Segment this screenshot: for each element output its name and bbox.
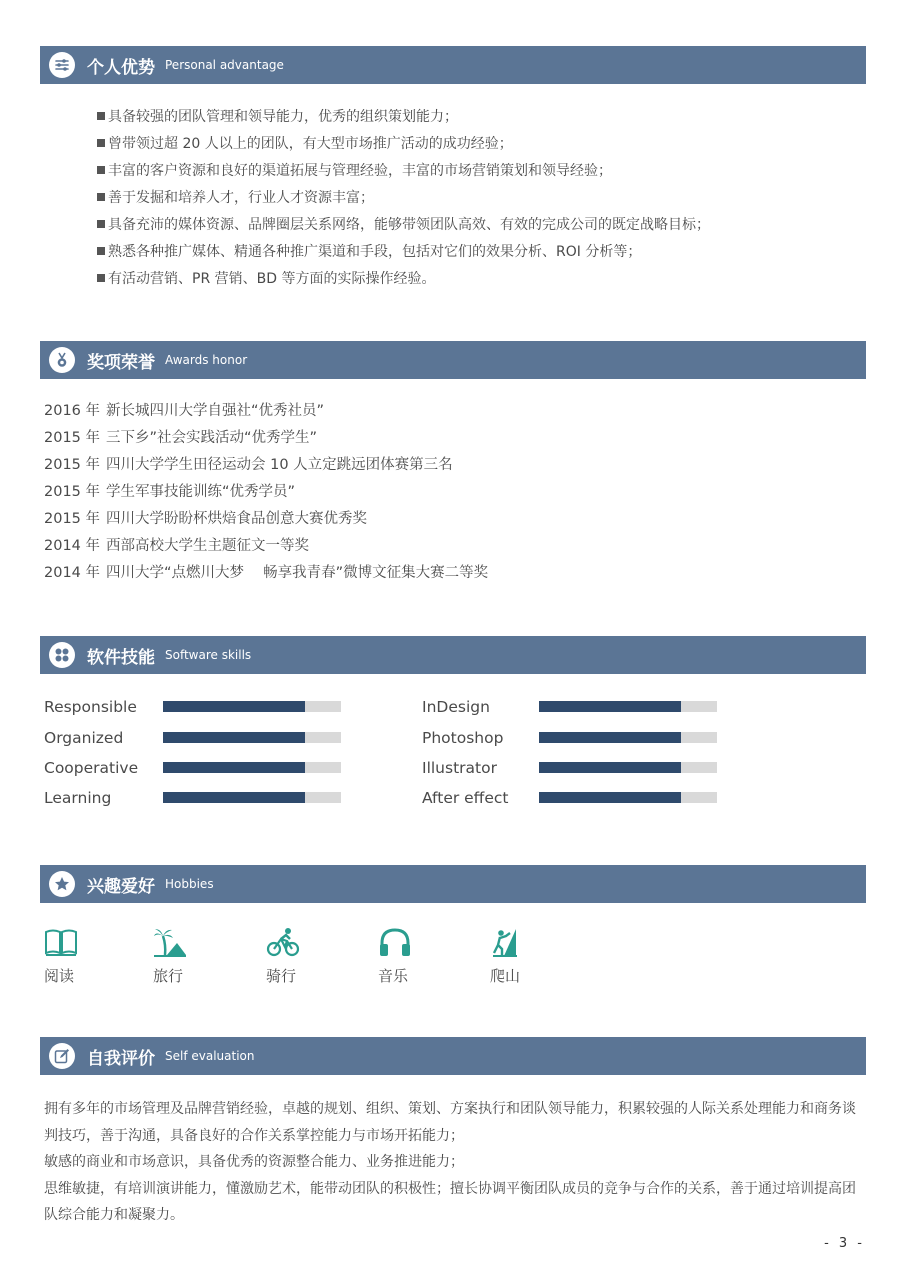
skill-label: Cooperative (44, 759, 139, 777)
evaluation-text (44, 1096, 866, 1229)
awards-list (44, 398, 488, 587)
award-item: 2015 年 学生军事技能训练“优秀学员” (44, 484, 296, 500)
section-title: 兴趣爱好 (87, 876, 155, 897)
hobby-label: 旅行 (153, 967, 184, 985)
bullet-icon (97, 274, 105, 282)
award-item: 2015 年 三下乡”社会实践活动“优秀学生” (44, 430, 318, 446)
award-item: 2014 年 西部高校大学生主题征文一等奖 (44, 538, 310, 554)
skill-label: InDesign (422, 698, 490, 716)
bullet-icon (97, 247, 105, 255)
bullet-icon (97, 193, 105, 201)
section-title: 奖项荣誉 (87, 352, 155, 373)
hobby-item (266, 927, 326, 986)
hobby-item (153, 927, 213, 986)
skill-bar-fill (539, 701, 681, 712)
list-item: 有活动营销、PR 营销、BD 等方面的实际操作经验。 (97, 266, 710, 293)
skill-bar (539, 701, 717, 712)
advantage-list (97, 104, 710, 293)
list-item: 善于发掘和培养人才，行业人才资源丰富； (97, 185, 710, 212)
skill-bar (163, 762, 341, 773)
palm-tree-icon (153, 927, 213, 957)
section-subtitle: Hobbies (165, 877, 214, 891)
list-item: 具备较强的团队管理和领导能力，优秀的组织策划能力； (97, 104, 710, 131)
section-title: 自我评价 (87, 1048, 155, 1069)
bullet-icon (97, 112, 105, 120)
star-icon (49, 871, 75, 897)
section-title: 软件技能 (87, 647, 155, 668)
skill-bar (163, 792, 341, 803)
section-subtitle: Software skills (165, 648, 252, 662)
skill-bar-fill (539, 732, 681, 743)
section-title: 个人优势 (87, 57, 155, 78)
list-item: 熟悉各种推广媒体、精通各种推广渠道和手段，包括对它们的效果分析、ROI 分析等； (97, 239, 710, 266)
bullet-icon (97, 166, 105, 174)
section-header-advantage (40, 46, 866, 84)
page-number: - 3 - (824, 1236, 865, 1251)
hobby-label: 爬山 (490, 967, 521, 985)
bullet-icon (97, 139, 105, 147)
hobby-item (378, 927, 438, 986)
award-item: 2014 年 四川大学“点燃川大梦 畅享我青春”微博文征集大赛二等奖 (44, 565, 489, 581)
skill-bar-fill (539, 792, 681, 803)
award-item: 2016 年 新长城四川大学自强社“优秀社员” (44, 403, 325, 419)
skill-label: Organized (44, 729, 124, 747)
award-item: 2015 年 四川大学学生田径运动会 10 人立定跳远团体赛第三名 (44, 457, 453, 473)
skill-bar (163, 701, 341, 712)
section-header-evaluation (40, 1037, 866, 1075)
hobby-label: 骑行 (266, 967, 297, 985)
section-header-awards (40, 341, 866, 379)
section-header-skills (40, 636, 866, 674)
section-header-hobbies (40, 865, 866, 903)
grid-icon (49, 642, 75, 668)
headphones-icon (378, 927, 438, 957)
skill-bar (539, 762, 717, 773)
skill-label: After effect (422, 789, 509, 807)
evaluation-paragraph: 思维敏捷，有培训演讲能力，懂激励艺术，能带动团队的积极性；擅长协调平衡团队成员的竞争与合作的关系，善于通过培训提高团队综合能力和凝聚力。 (44, 1180, 856, 1223)
list-item: 曾带领过超 20 人以上的团队，有大型市场推广活动的成功经验； (97, 131, 710, 158)
sliders-icon (49, 52, 75, 78)
section-subtitle: Personal advantage (165, 58, 284, 72)
hobby-item (44, 927, 104, 986)
hobbies-row (0, 927, 905, 997)
section-subtitle: Self evaluation (165, 1049, 255, 1063)
skill-label: Responsible (44, 698, 137, 716)
skill-bar-fill (539, 762, 681, 773)
hobby-label: 音乐 (378, 967, 409, 985)
skill-bar-fill (163, 701, 305, 712)
medal-icon (49, 347, 75, 373)
skill-bar (163, 732, 341, 743)
hobby-label: 阅读 (44, 967, 75, 985)
skill-label: Learning (44, 789, 112, 807)
evaluation-paragraph: 拥有多年的市场管理及品牌营销经验，卓越的规划、组织、策划、方案执行和团队领导能力，积累较强的人际关系处理能力和商务谈判技巧，善于沟通，具备良好的合作关系掌控能力与市场开拓能力； (44, 1101, 856, 1144)
skill-bar-fill (163, 792, 305, 803)
cyclist-icon (266, 927, 326, 957)
skill-bar (539, 732, 717, 743)
award-item: 2015 年 四川大学盼盼杯烘焙食品创意大赛优秀奖 (44, 511, 368, 527)
hobby-item (490, 927, 550, 986)
edit-icon (49, 1043, 75, 1069)
bullet-icon (97, 220, 105, 228)
skill-label: Photoshop (422, 729, 504, 747)
evaluation-paragraph: 敏感的商业和市场意识，具备优秀的资源整合能力、业务推进能力； (44, 1154, 464, 1170)
skill-bar (539, 792, 717, 803)
list-item: 具备充沛的媒体资源、品牌圈层关系网络，能够带领团队高效、有效的完成公司的既定战略目标； (97, 212, 710, 239)
book-icon (44, 927, 104, 957)
list-item: 丰富的客户资源和良好的渠道拓展与管理经验，丰富的市场营销策划和领导经验； (97, 158, 710, 185)
skill-bar-fill (163, 762, 305, 773)
skill-label: Illustrator (422, 759, 497, 777)
section-subtitle: Awards honor (165, 353, 248, 367)
climbing-icon (490, 927, 550, 957)
skill-bar-fill (163, 732, 305, 743)
